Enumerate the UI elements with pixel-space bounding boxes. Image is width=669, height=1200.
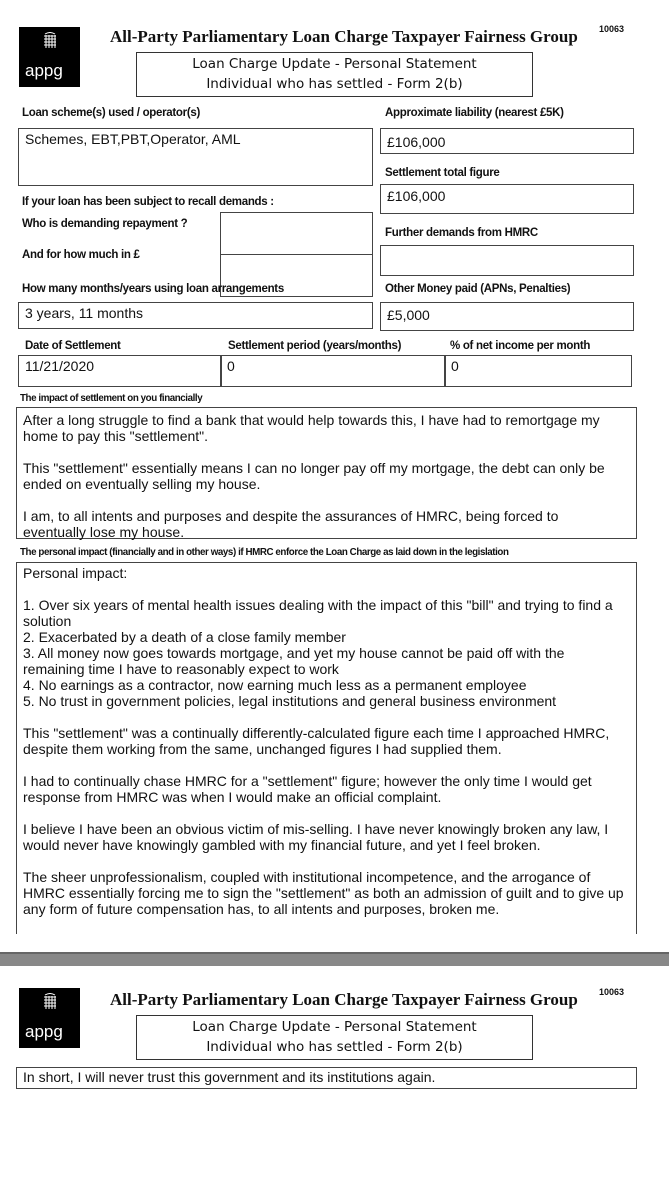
form-subtitle [136, 1015, 533, 1060]
settlement-total-label: Settlement total figure [385, 167, 500, 179]
date-settlement-field[interactable]: 11/21/2020 [18, 355, 222, 387]
form-subtitle [136, 52, 533, 97]
subtitle-line-1: Loan Charge Update - Personal Statement [192, 1019, 477, 1035]
personal-paragraph: I had to continually chase HMRC for a "settlement" figure; however the only time I would get response from HMRC was when I would make an official complaint. [23, 773, 592, 805]
date-settlement-label: Date of Settlement [25, 340, 121, 352]
appg-logo [19, 27, 80, 87]
pct-income-field[interactable]: 0 [444, 355, 632, 387]
approx-liability-field[interactable]: £106,000 [380, 128, 634, 154]
impact-financial-label: The impact of settlement on you financially [20, 392, 203, 404]
personal-paragraph: The sheer unprofessionalism, coupled with institutional incompetence, and the arrogance of HMRC essentially forcing me to sign the "settlement" as both an admission of guilt and to give up any form of future compensation has, to all intents and purposes, broken me. [23, 869, 624, 917]
list-item: 1. Over six years of mental health issues dealing with the impact of this "bill" and trying to find a solution [23, 597, 613, 629]
personal-intro: Personal impact: [23, 565, 128, 581]
other-money-label: Other Money paid (APNs, Penalties) [385, 283, 571, 295]
page-separator [0, 952, 669, 966]
loan-schemes-field[interactable]: Schemes, EBT,PBT,Operator, AML [18, 128, 373, 186]
impact-paragraph: I am, to all intents and purposes and despite the assurances of HMRC, being forced to eventually lose my house. [23, 508, 559, 540]
who-demanding-label: Who is demanding repayment ? [22, 218, 188, 230]
settlement-period-label: Settlement period (years/months) [228, 340, 402, 352]
subtitle-line-2: Individual who has settled - Form 2(b) [206, 76, 463, 92]
subtitle-line-2: Individual who has settled - Form 2(b) [206, 1039, 463, 1055]
impact-paragraph: After a long struggle to find a bank that would help towards this, I have had to remortgage my home to pay this "settlement". [23, 412, 600, 444]
personal-impact-list [23, 597, 625, 709]
how-much-label: And for how much in £ [22, 249, 140, 261]
duration-label: How many months/years using loan arrangements [22, 283, 284, 295]
settlement-period-field[interactable]: 0 [220, 355, 446, 387]
impact-personal-label: The personal impact (financially and in other ways) if HMRC enforce the Loan Charge as laid down in the legislation [20, 546, 509, 558]
list-item: 4. No earnings as a contractor, now earning much less as a permanent employee [23, 677, 527, 693]
appg-logo [19, 988, 80, 1048]
group-title: All-Party Parliamentary Loan Charge Taxpayer Fairness Group [110, 990, 578, 1009]
list-item: 2. Exacerbated by a death of a close family member [23, 629, 346, 645]
impact-personal-field[interactable] [16, 562, 637, 934]
pct-income-label: % of net income per month [450, 340, 591, 352]
impact-personal-continuation[interactable]: In short, I will never trust this government and its institutions again. [16, 1067, 637, 1089]
impact-paragraph: This "settlement" essentially means I can no longer pay off my mortgage, the debt can only be ended on eventually selling my house. [23, 460, 605, 492]
group-title: All-Party Parliamentary Loan Charge Taxpayer Fairness Group [110, 27, 578, 46]
approx-liability-label: Approximate liability (nearest £5K) [385, 107, 564, 119]
personal-paragraph: I believe I have been an obvious victim of mis-selling. I have never knowingly broken any law, I would never have knowingly gambled with my financial future, and yet I feel broken. [23, 821, 609, 853]
loan-schemes-label: Loan scheme(s) used / operator(s) [22, 107, 200, 119]
subtitle-line-1: Loan Charge Update - Personal Statement [192, 56, 477, 72]
logo-text: appg [25, 1022, 63, 1041]
form-number: 10063 [599, 987, 625, 997]
further-demands-label: Further demands from HMRC [385, 227, 538, 239]
list-item: 5. No trust in government policies, legal institutions and general business environment [23, 693, 557, 709]
portcullis-icon [43, 993, 57, 1009]
settlement-total-field[interactable]: £106,000 [380, 184, 634, 214]
form-number: 10063 [599, 24, 625, 34]
personal-paragraph: This "settlement" was a continually differently-calculated figure each time I approached HMRC, despite them working from the same, unchanged figures I had supplied them. [23, 725, 610, 757]
further-demands-field[interactable] [380, 245, 634, 276]
logo-text: appg [25, 61, 63, 80]
who-demanding-field[interactable] [220, 212, 373, 255]
other-money-field[interactable]: £5,000 [380, 302, 634, 331]
list-item: 3. All money now goes towards mortgage, and yet my house cannot be paid off with the remaining time I have to reasonably expect to work [23, 645, 565, 677]
recall-heading: If your loan has been subject to recall demands : [22, 196, 274, 208]
duration-field[interactable]: 3 years, 11 months [18, 302, 373, 329]
impact-financial-field[interactable] [16, 407, 637, 539]
portcullis-icon [43, 32, 57, 48]
